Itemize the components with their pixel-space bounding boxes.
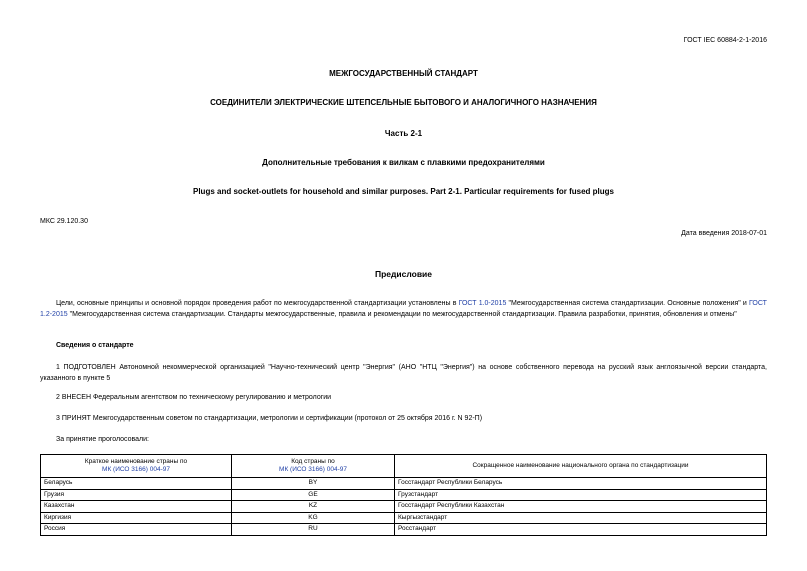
mks-code: МКС 29.120.30 (40, 218, 88, 225)
code-cell: GE (232, 489, 395, 501)
header-country-line1: Краткое наименование страны по (84, 457, 188, 465)
mk-iso-link[interactable]: МК (ИСО 3166) 004-97 (102, 466, 170, 473)
table-row (41, 478, 767, 490)
info-heading: Сведения о стандарте (56, 342, 134, 349)
code-cell: KZ (232, 501, 395, 513)
preface-text-a: Цели, основные принципы и основной порядок проведения работ по межгосударственной стандартизации установлены в (56, 300, 459, 307)
gost-1-2-link[interactable]: ГОСТ 1.2-2015 (40, 300, 767, 318)
mk-iso-link[interactable]: МК (ИСО 3166) 004-97 (279, 466, 347, 473)
info-item-1: 1 ПОДГОТОВЛЕН Автономной некоммерческой организацией "Научно-технический центр "Энергия" (АНО "НТЦ "Энергия") на основе собственного перевода на русский язык англоязычной версии стандарта, указанного в пункте 5 (40, 364, 767, 382)
subtitle: Дополнительные требования к вилкам с плавкими предохранителями (262, 158, 545, 167)
table-row (41, 501, 767, 513)
country-cell: Казахстан (41, 501, 232, 513)
header-code-line1: Код страны по (291, 457, 335, 465)
preface-paragraph (40, 298, 767, 320)
preface-text-b: "Межгосударственная система стандартизации. Основные положения" и (506, 300, 750, 307)
country-cell: Грузия (41, 489, 232, 501)
table-row (41, 489, 767, 501)
country-cell: Россия (41, 524, 232, 536)
country-cell: Беларусь (41, 478, 232, 490)
code-cell: KG (232, 512, 395, 524)
code-cell: RU (232, 524, 395, 536)
part-title: Часть 2-1 (384, 129, 423, 138)
header-code (232, 455, 395, 478)
body-cell: Госстандарт Республики Казахстан (395, 501, 767, 513)
table-row (41, 524, 767, 536)
gost-1-0-link[interactable]: ГОСТ 1.0-2015 (458, 300, 507, 307)
body-cell: Кыргызстандарт (395, 512, 767, 524)
body-cell: Росстандарт (395, 524, 767, 536)
gost-code: ГОСТ IEC 60884-2-1-2016 (683, 37, 767, 44)
intro-date: Дата введения 2018-07-01 (681, 230, 767, 237)
standard-type-title: МЕЖГОСУДАРСТВЕННЫЙ СТАНДАРТ (329, 69, 478, 78)
header-body: Сокращенное наименование национального органа по стандартизации (395, 455, 767, 478)
table-row (41, 512, 767, 524)
standard-name-title: СОЕДИНИТЕЛИ ЭЛЕКТРИЧЕСКИЕ ШТЕПСЕЛЬНЫЕ БЫТОВОГО И АНАЛОГИЧНОГО НАЗНАЧЕНИЯ (210, 98, 597, 107)
english-title: Plugs and socket-outlets for household and similar purposes. Part 2-1. Particular requirements for fused plugs (193, 187, 614, 196)
info-item-2: 2 ВНЕСЕН Федеральным агентством по техническому регулированию и метрологии (56, 394, 332, 401)
header-country (41, 455, 232, 478)
info-item-3: 3 ПРИНЯТ Межгосударственным советом по стандартизации, метрологии и сертификации (протокол от 25 октября 2016 г. N 92-П) (56, 415, 483, 422)
preface-text-c: "Межгосударственная система стандартизации. Стандарты межгосударственные, правила и рекомендации по межгосударственной стандартизации. Правила разработки, принятия, обновления и отмены" (67, 311, 737, 318)
body-cell: Грузстандарт (395, 489, 767, 501)
member-states-table (40, 454, 767, 536)
code-cell: BY (232, 478, 395, 490)
country-cell: Киргизия (41, 512, 232, 524)
voted-label: За принятие проголосовали: (56, 436, 149, 443)
body-cell: Госстандарт Республики Беларусь (395, 478, 767, 490)
preface-heading: Предисловие (374, 269, 433, 279)
table-header-row (41, 455, 767, 478)
